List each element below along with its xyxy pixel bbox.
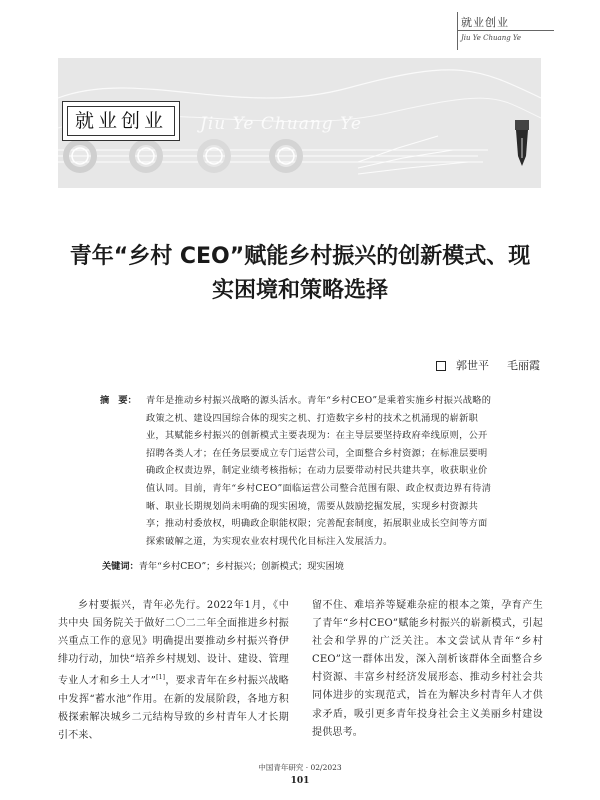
body-text: 乡村要振兴，青年必先行。2022年1月，《中共中央 国务院关于做好二〇二二年全面推进乡村振兴重点工作的意见》明确提出要推动乡村振兴脊伊绯功行动，加快“培养乡村规划、设计、建设、管理专业人才和乡土人才” xyxy=(58,600,289,687)
authors xyxy=(432,357,540,373)
keywords xyxy=(102,558,522,572)
body-column-left xyxy=(58,597,289,745)
abstract xyxy=(102,392,496,550)
running-header xyxy=(457,10,600,54)
running-header-section: 就业创业 xyxy=(461,16,509,29)
section-banner xyxy=(58,58,541,188)
body-paragraph: 留不住、难培养等疑难杂症的根本之策，孕育产生了青年“乡村CEO”赋能乡村振兴的崭新模式，引起社会和学界的广泛关注。本文尝试从青年“乡村CEO”这一群体出发，深入剖析该群体全面整合乡村资源、丰富乡村经济发展形态、推动乡村社会共同体进步的实现范式，旨在为解决乡村青年人才供求矛盾，吸引更多青年投身社会主义美丽乡村建设提供思考。 xyxy=(312,600,543,738)
author-name: 郭世平 xyxy=(456,359,489,372)
reference-mark: [1] xyxy=(156,674,166,682)
square-bullet-icon xyxy=(436,361,446,371)
keywords-text: 青年“乡村CEO”；乡村振兴；创新模式；现实困境 xyxy=(138,561,344,572)
article-title: 青年“乡村 CEO”赋能乡村振兴的创新模式、现实困境和策略选择 xyxy=(69,244,531,303)
keywords-label: 关键词： xyxy=(102,561,139,572)
running-header-section-en: Jiu Ye Chuang Ye xyxy=(461,34,522,42)
author-name: 毛丽霞 xyxy=(507,359,540,372)
pen-icon xyxy=(515,120,529,166)
journal-footer: 中国青年研究 · 02/2023 xyxy=(258,763,342,772)
abstract-label: 摘 要： xyxy=(100,395,137,406)
body-text: ，要求青年在乡村振兴战略中发挥“蓄水池”作用。在新的发展阶段，各地方积极探索解决城乡二元结构导致的乡村青年人才长期引不来、 xyxy=(58,675,289,741)
abstract-text: 青年是推动乡村振兴战略的源头活水。青年“乡村CEO”是乘着实施乡村振兴战略的政策之机、建设四国综合体的现实之机、打造数字乡村的技术之机涌现的崭新职业，其赋能乡村振兴的创新模式主要表现为：在主导层要坚持政府牵线原则，公开招聘各类人才；在任务层要成立专门运营公司，全面整合乡村资源；在标准层要明确政企权责边界，制定业绩考核指标；在动力层要带动村民共建共享，收获职业价值认同。目前，青年“乡村CEO”面临运营公司整合范围有限、政企权责边界有待清晰、职业长期规划尚未明确的现实困境，需要从鼓励挖掘发展，实现乡村资源共享；推动村委放权，明确政企职能权限；完善配套制度，拓展职业成长空间等方面探索破解之道，为实现农业农村现代化目标注入发展活力。 xyxy=(146,395,492,547)
body-column-right xyxy=(312,597,543,742)
section-label-box xyxy=(62,101,180,141)
divider xyxy=(457,12,458,50)
banner-english-label: Jiu Ye Chuang Ye xyxy=(200,114,362,134)
section-label: 就业创业 xyxy=(67,106,175,136)
body-paragraph xyxy=(58,597,289,745)
divider xyxy=(457,30,554,31)
page-number: 101 xyxy=(290,776,310,786)
